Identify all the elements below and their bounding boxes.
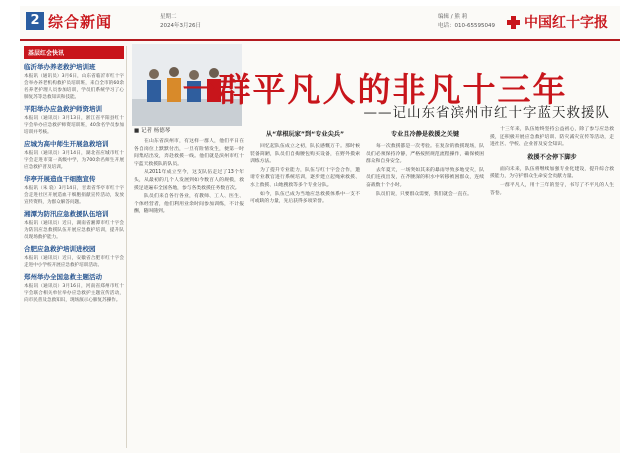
issue-date: 2024年3月26日 [160, 23, 201, 29]
brief-title: 湘潭为防汛应急救援队伍培训 [24, 210, 109, 218]
brief-body: 本报讯（朱 骁）3月14日，甘肃省华亭市红十字会走进社区开展造血干细胞捐献宣传活动，发放宣传资料，为群众解答问题。 [24, 186, 124, 205]
brief-body: 本报讯（通讯员）3月16日，河南省郑州市红十字会联合相关单位举办应急救护主题宣传活动，向市民普及急救知识，现场演示心肺复苏操作。 [24, 284, 124, 303]
masthead [507, 12, 608, 32]
paragraph: 十三年来，队伍始终坚持公益初心，除了参与应急救援，还积极开展应急救护培训、防灾减灾宣传等活动，走进社区、学校、企业普及安全知识。 [490, 127, 614, 148]
brief-body: 本报讯（通讯员）3月6日，山东省临沂市红十字会举办养老机构救护员培训班，来自全市的60余名养老护理人员参加培训，学员们系统学习了心肺复苏等急救知识和技能。 [24, 74, 124, 100]
brief-item [24, 273, 124, 304]
brief-title: 临沂举办养老救护培训班 [24, 63, 96, 71]
weekday: 星期二 [160, 14, 177, 20]
paragraph: 从2011年成立至今，这支队伍走过了13个年头，从最初的几个人发展到如今数百人的规模，救援足迹遍布全国各地，参与各类救援任务数百次。 [134, 170, 244, 191]
editor-info [438, 13, 495, 31]
brief-item [24, 175, 124, 206]
brief-title: 平阳举办应急救护师资培训 [24, 105, 102, 113]
paragraph: 面向未来，队伍将继续加强专业化建设，提升综合救援能力，为守护群众生命安全贡献力量。 [490, 166, 614, 180]
section-subhead: 从“草根玩家”到“专业尖兵” [265, 131, 345, 138]
brief-title: 合肥应急救护培训进校园 [24, 245, 96, 253]
brief-body: 本报讯（通讯员）近日，安徽省合肥市红十字会走进中小学校开展应急救护培训活动。 [24, 256, 124, 268]
article-column-1 [134, 126, 244, 446]
subheadline: ——记山东省滨州市红十字蓝天救援队 [363, 105, 610, 121]
page-number: 2 [26, 12, 44, 30]
sidebar-header: 基层红会快讯 [24, 46, 124, 59]
brief-body: 本报讯（通讯员）近日，湖南省湘潭市红十字会为防汛应急救援队伍开展应急救护培训，提升队员现场救护能力。 [24, 221, 124, 240]
paragraph: 为了提升专业能力，队伍与红十字会合作，邀请专业教官进行系统培训，逐步建立起绳索救援、水上救援、山地搜救等多个专业分队。 [250, 167, 360, 188]
paragraph: 如今，队伍已成为当地应急救援体系中一支不可或缺的力量，先后获得多项荣誉。 [250, 191, 360, 205]
brief-title: 应城为高中师生开展急救培训 [24, 140, 109, 148]
byline: ■ 记者 杨德琴 [134, 128, 171, 134]
paragraph: 每一次救援都是一次考验。在复杂的救援现场，队员们必须保持冷静，严格按照规范流程操作，确保被困群众和自身安全。 [366, 144, 484, 165]
brief-title: 华亭开展造血干细胞宣传 [24, 175, 96, 183]
brief-title: 郑州举办全国急救主题活动 [24, 273, 102, 281]
brief-item [24, 210, 124, 241]
paragraph: 一群平凡人，用十三年的坚守，书写了不平凡的人生答卷。 [490, 182, 614, 196]
section-subhead: 专业且冷静是救援之关键 [390, 131, 460, 138]
brief-item [24, 63, 124, 101]
page-header [20, 6, 620, 40]
header-rule [20, 39, 620, 41]
column-divider [126, 46, 127, 448]
paragraph: 在山东省滨州市，有这样一群人，他们平日在各自岗位上默默付出，一旦有险情发生，便第一时间集结出发，奔赴救援一线。他们就是滨州市红十字蓝天救援队的队员。 [134, 139, 244, 167]
article-column-4 [490, 126, 614, 446]
article-column-3 [366, 126, 484, 446]
paragraph: 去年夏天，一场突如其来的暴雨导致多地受灾，队员们连夜出发，在齐腰深的积水中转移被困群众，连续奋战数十个小时。 [366, 167, 484, 188]
brief-body: 本报讯（通讯员）3月13日，浙江省平阳县红十字会举办应急救护师资培训班，40余名学员参加培训并考核。 [24, 116, 124, 135]
brief-item [24, 105, 124, 136]
newspaper-page [20, 6, 620, 453]
headline: 一群平凡人的非凡十三年 [182, 70, 568, 109]
brief-item [24, 140, 124, 171]
section-subhead: 救援不会停下脚步 [527, 153, 577, 161]
news-brief-sidebar [24, 46, 124, 451]
red-cross-icon [507, 16, 520, 29]
editor-name: 编辑 / 熊 莉 [438, 14, 468, 20]
paragraph: 回忆起队伍成立之初，队长感慨万千。那时候装备简陋，队员们自掏腰包购买设备，在野外摸索训练方法。 [250, 144, 360, 165]
article-column-2 [250, 126, 360, 446]
brief-item [24, 245, 124, 269]
masthead-text: 中国红十字报 [524, 15, 608, 31]
brief-body: 本报讯（通讯员）3月14日，湖北省应城市红十字会走进市第一高级中学，为700余名师生开展应急救护普及培训。 [24, 151, 124, 170]
date-block [160, 13, 201, 31]
paragraph: 队员们说，只要群众需要，我们就会一直在。 [376, 191, 472, 197]
editor-phone: 电话：010-65595049 [438, 23, 495, 29]
paragraph: 队员们来自各行各业，有教师、工人、医生、个体经营者，他们利用业余时间参加训练，不计报酬，随叫随到。 [134, 194, 244, 215]
section-title: 综合新闻 [48, 13, 113, 31]
